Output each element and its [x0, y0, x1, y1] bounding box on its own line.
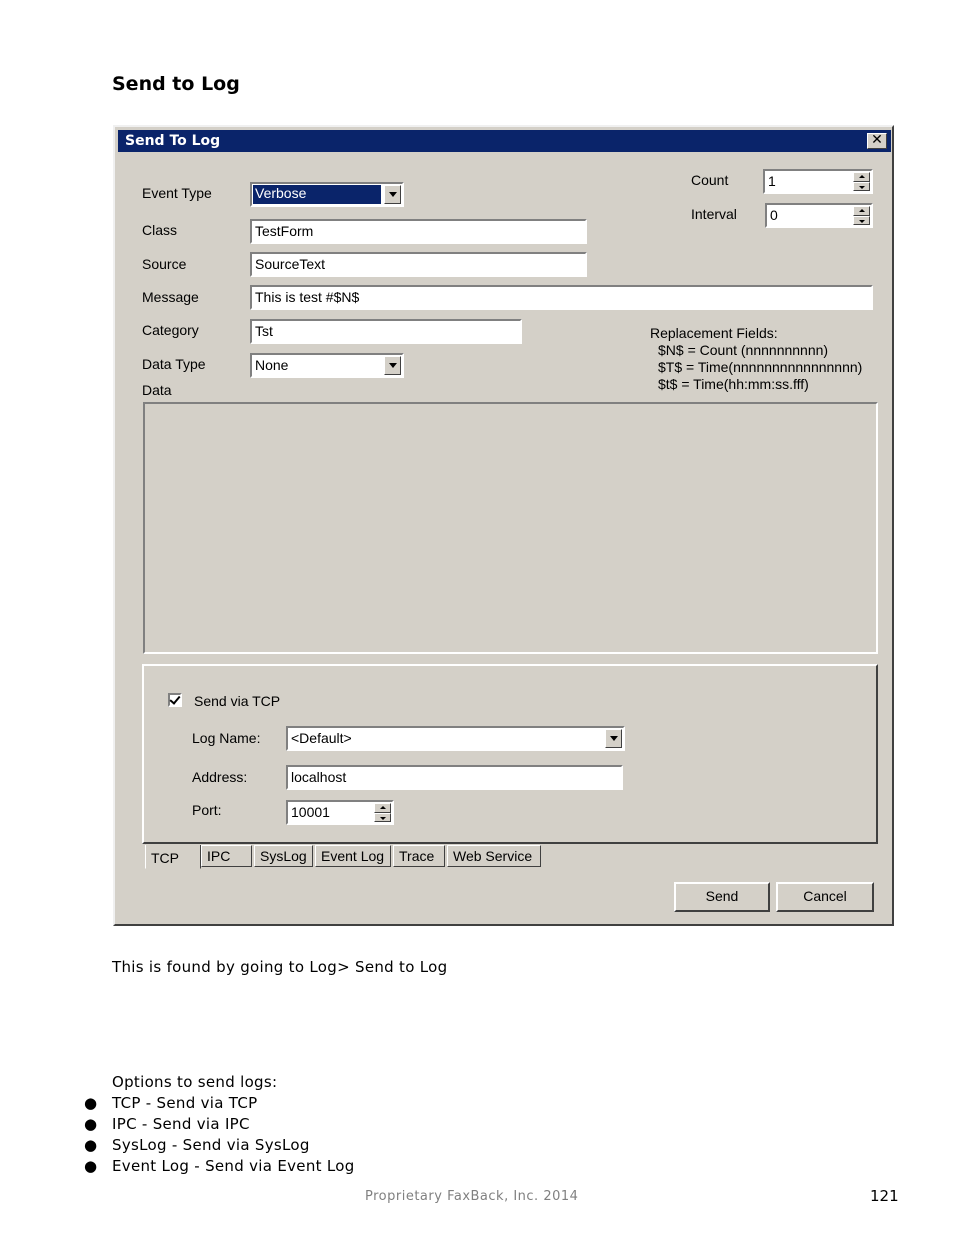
interval-label: Interval	[691, 206, 737, 222]
option-text: Event Log - Send via Event Log	[112, 1157, 355, 1175]
cancel-button[interactable]: Cancel	[776, 882, 874, 912]
interval-stepper[interactable]	[765, 203, 873, 228]
count-value: 1	[768, 173, 776, 189]
chevron-down-icon[interactable]	[605, 729, 622, 748]
tcp-tab-panel	[142, 664, 878, 844]
option-text: IPC - Send via IPC	[112, 1115, 250, 1133]
log-name-value: <Default>	[291, 730, 352, 746]
page-heading: Send to Log	[112, 73, 240, 95]
replacement-fields-title: Replacement Fields:	[650, 325, 778, 341]
category-input[interactable]: Tst	[250, 319, 522, 344]
send-to-log-dialog	[113, 125, 894, 926]
spin-up-icon[interactable]	[853, 172, 870, 182]
tab-web-service[interactable]: Web Service	[447, 845, 541, 867]
list-item	[84, 1157, 355, 1178]
options-intro: Options to send logs:	[112, 1073, 278, 1091]
spin-up-icon[interactable]	[374, 803, 391, 813]
spin-up-icon[interactable]	[853, 206, 870, 216]
event-type-label: Event Type	[142, 185, 212, 201]
tab-trace[interactable]: Trace	[393, 845, 445, 867]
count-spin	[853, 172, 870, 191]
port-label: Port:	[192, 802, 222, 818]
page-number: 121	[870, 1187, 899, 1205]
source-input[interactable]: SourceText	[250, 252, 587, 277]
dialog-title: Send To Log	[125, 133, 221, 149]
count-stepper[interactable]	[763, 169, 873, 194]
bullet-icon: ●	[84, 1157, 98, 1175]
interval-spin	[853, 206, 870, 225]
data-type-label: Data Type	[142, 356, 206, 372]
log-name-select[interactable]	[286, 726, 625, 751]
option-text: SysLog - Send via SysLog	[112, 1136, 310, 1154]
replacement-line-short-time: $t$ = Time(hh:mm:ss.fff)	[658, 376, 809, 392]
spin-down-icon[interactable]	[853, 182, 870, 192]
data-type-select[interactable]	[250, 353, 404, 378]
dialog-titlebar	[118, 130, 891, 152]
close-icon: ✕	[871, 132, 883, 148]
event-type-select[interactable]	[250, 182, 404, 207]
category-label: Category	[142, 322, 199, 338]
interval-value: 0	[770, 207, 778, 223]
message-input[interactable]: This is test #$N$	[250, 285, 873, 310]
count-label: Count	[691, 172, 729, 188]
list-item	[84, 1094, 355, 1115]
tab-tcp[interactable]: TCP	[145, 845, 201, 869]
class-input[interactable]: TestForm	[250, 219, 587, 244]
spin-down-icon[interactable]	[853, 216, 870, 226]
chevron-down-icon[interactable]	[384, 185, 401, 204]
chevron-down-icon[interactable]	[384, 356, 401, 375]
log-name-label: Log Name:	[192, 730, 261, 746]
caption-text: This is found by going to Log> Send to Log	[112, 958, 448, 976]
page-footer: Proprietary FaxBack, Inc. 2014	[365, 1189, 579, 1204]
tab-event-log[interactable]: Event Log	[315, 845, 391, 867]
message-label: Message	[142, 289, 199, 305]
port-value: 10001	[291, 804, 330, 820]
address-label: Address:	[192, 769, 248, 785]
options-list	[84, 1094, 355, 1178]
list-item	[84, 1136, 355, 1157]
data-textarea[interactable]	[143, 402, 878, 654]
tab-ipc[interactable]: IPC	[201, 845, 252, 867]
source-label: Source	[142, 256, 187, 272]
bullet-icon: ●	[84, 1094, 98, 1112]
data-label: Data	[142, 382, 172, 398]
port-spin	[374, 803, 391, 822]
send-via-tcp-label: Send via TCP	[194, 693, 281, 709]
close-button[interactable]	[867, 133, 887, 149]
tab-syslog[interactable]: SysLog	[254, 845, 313, 867]
spin-down-icon[interactable]	[374, 813, 391, 823]
option-text: TCP - Send via TCP	[112, 1094, 258, 1112]
address-input[interactable]: localhost	[286, 765, 623, 790]
send-button[interactable]: Send	[674, 882, 770, 912]
replacement-line-count: $N$ = Count (nnnnnnnnnn)	[658, 342, 829, 358]
port-stepper[interactable]	[286, 800, 394, 825]
bullet-icon: ●	[84, 1136, 98, 1154]
replacement-line-time: $T$ = Time(nnnnnnnnnnnnnnnn)	[658, 359, 863, 375]
bullet-icon: ●	[84, 1115, 98, 1133]
send-via-tcp-checkbox[interactable]	[168, 693, 182, 707]
list-item	[84, 1115, 355, 1136]
data-type-value: None	[255, 357, 289, 373]
event-type-value: Verbose	[253, 185, 381, 204]
class-label: Class	[142, 222, 178, 238]
